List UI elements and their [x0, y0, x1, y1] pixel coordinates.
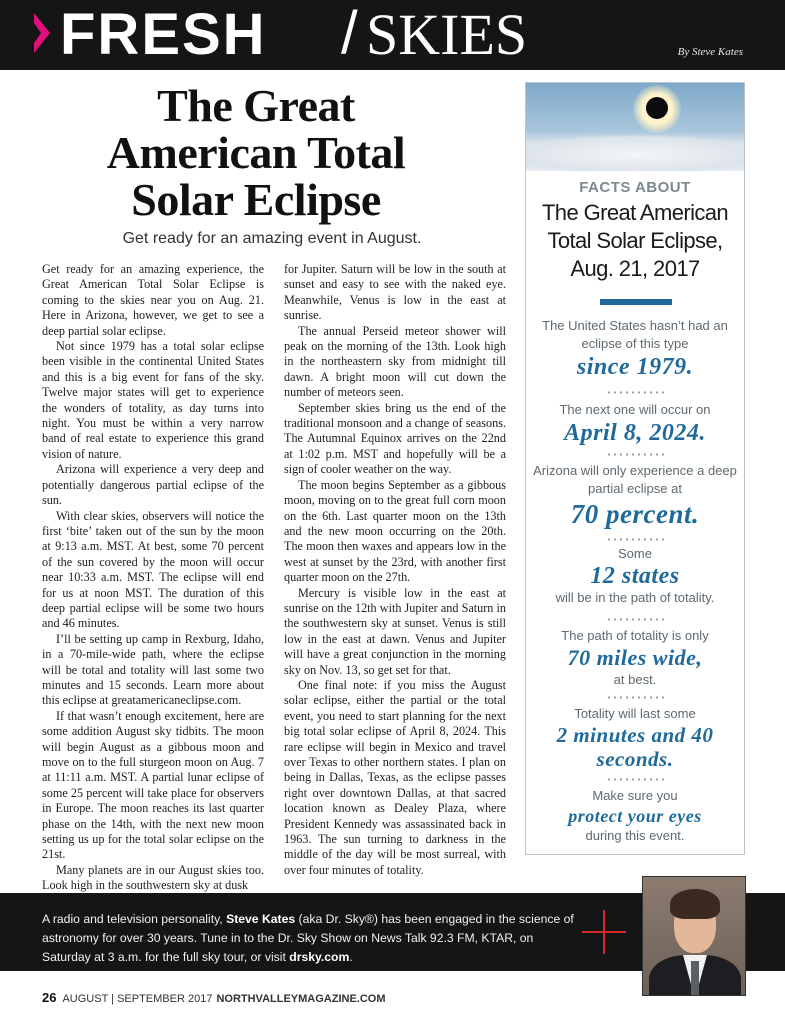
facts-sidebar — [525, 82, 745, 855]
fact-pre: The United States hasn’t had an eclipse of this type — [542, 318, 728, 351]
paragraph: I’ll be setting up camp in Rexburg, Idaho, in a 70-mile-wide path, where the eclipse will be total and totality will last some two minutes and 15 seconds. Learn more about this eclipse at greatamericaneclipse.com. — [42, 631, 264, 708]
byline: By Steve Kates — [677, 46, 743, 58]
brand-slash: / — [341, 0, 358, 66]
paragraph: The moon begins September as a gibbous moon, moving on to the great full corn moon on the 6th. Last quarter moon on the 13th and the new moon occurring on the 20th. The moon then waxes and appears low in the west at sunset by the 23rd, with another first quarter moon on the 27th. — [284, 477, 506, 585]
fact-totality-duration — [530, 705, 740, 771]
fact-pre: The path of totality is only — [561, 628, 709, 643]
fact-highlight: protect your eyes — [568, 806, 702, 826]
title-rule — [600, 299, 672, 305]
dot-divider — [606, 538, 666, 541]
article-subtitle: Get ready for an amazing event in August. — [122, 230, 422, 247]
fact-post: during this event. — [585, 828, 685, 843]
fact-next-eclipse — [530, 401, 740, 447]
cloud-layer — [526, 135, 744, 171]
fact-pre: Totality will last some — [574, 706, 696, 721]
facts-title: The Great American Total Solar Eclipse, Aug. 21, 2017 — [541, 200, 729, 281]
fact-path-width — [530, 627, 740, 689]
fact-highlight: 70 percent. — [570, 499, 700, 529]
chevron-logo-icon — [34, 13, 50, 53]
paragraph: Arizona will experience a very deep and potentially dangerous partial eclipse of the sun. — [42, 462, 264, 508]
paragraph: Get ready for an amazing experience, the Great American Total Solar Eclipse is coming to the skies near you on Aug. 21. Here in Arizona, however, we get to see a deep partial solar eclipse. — [42, 262, 264, 338]
author-photo — [642, 876, 746, 996]
paragraph: for Jupiter. Saturn will be low in the south at sunset and easy to see with the naked eye. Meanwhile, Venus is low in the east at sunrise. — [284, 262, 506, 323]
author-bio — [42, 910, 582, 967]
fact-highlight: 2 minutes and 40 seconds. — [556, 723, 714, 771]
fact-twelve-states — [530, 545, 740, 607]
paragraph: Mercury is visible low in the east at sunrise on the 12th with Jupiter and Saturn in the southwestern sky at sunset. Venus is still low in the east at dawn. Venus and Jupiter will have a great conjunction in the morning sky on Nov. 13, so get set for that. — [284, 585, 506, 677]
photo-hair — [670, 889, 720, 919]
bio-text-3: . — [349, 950, 353, 964]
paragraph: September skies bring us the end of the traditional monsoon and a change of seasons. The Autumnal Equinox arrives on the 22nd at 1:02 p.m. MST and hopefully will be a sign of cooler weather on the way. — [284, 400, 506, 477]
photo-tie — [691, 961, 699, 995]
fact-protect-eyes — [530, 787, 740, 845]
fact-pre: The next one will occur on — [559, 402, 711, 417]
title-line: Solar Eclipse — [131, 174, 381, 225]
fact-highlight: 12 states — [590, 563, 680, 589]
dot-divider — [606, 391, 666, 394]
fact-highlight: 70 miles wide, — [567, 645, 703, 670]
brand-fresh: FRESH — [60, 2, 267, 67]
fact-pre: Arizona will only experience a deep partial eclipse at — [533, 463, 737, 496]
title-line: American Total — [106, 127, 406, 178]
eclipse-sky-image — [526, 83, 744, 171]
facts-about-label: FACTS ABOUT — [579, 179, 691, 196]
page-number: 26 — [42, 990, 57, 1005]
fact-post: at best. — [613, 672, 657, 687]
article-title — [60, 82, 452, 223]
bio-text-2: (aka Dr. Sky®) has been engaged in the science of astronomy for over 30 years. Tune in to the Dr. Sky Show on News Talk 92.3 FM, KTAR, on Saturday at 3 a.m. for the full sky tour, or visit — [42, 912, 574, 964]
eclipse-moon-icon — [646, 97, 668, 119]
title-line: The Great — [157, 80, 355, 131]
dot-divider — [606, 778, 666, 781]
fact-highlight: April 8, 2024. — [564, 420, 706, 446]
dot-divider — [606, 453, 666, 456]
dot-divider — [606, 696, 666, 699]
bio-website-link[interactable]: drsky.com — [289, 950, 350, 964]
bio-author-name: Steve Kates — [226, 912, 296, 926]
magazine-website[interactable]: NORTHVALLEYMAGAZINE.COM — [216, 993, 386, 1005]
brand-skies: SKIES — [366, 2, 528, 67]
paragraph: One final note: if you miss the August solar eclipse, either the partial or the total event, you need to start planning for the next big total solar eclipse of April 8, 2024. This rare eclipse will begin in Mexico and travel over Texas to other northern states. I plan on being in Dallas, Texas, as the eclipse passes right over downtown Dallas, at that sacred location known as Dealey Plaza, where President Kennedy was assassinated back in 1963. The sun turning to darkness in the middle of the day will be most surreal, with over four minutes of totality. — [284, 677, 506, 877]
fact-pre: Some — [618, 546, 652, 561]
fact-post: will be in the path of totality. — [555, 590, 715, 605]
fact-since-1979 — [530, 317, 740, 381]
bio-text-1: A radio and television personality, — [42, 912, 227, 926]
page-footer — [42, 990, 386, 1005]
paragraph: The annual Perseid meteor shower will peak on the morning of the 13th. Look high in the northeastern sky from midnight till dawn. A bright moon will cut down the number of meteors seen. — [284, 323, 506, 400]
paragraph: Not since 1979 has a total solar eclipse been visible in the continental United States and this is a big event for fans of the sky. Twelve major states will get to experience the wonders of totality, as day turns into night. You must be within a very narrow band of real estate to experience this grand vision of nature. — [42, 339, 264, 461]
paragraph: If that wasn’t enough excitement, here are some addition August sky tidbits. The moon will begin August as a gibbous moon and move on to the full sturgeon moon on Aug. 7 at 11:11 a.m. MST. A partial lunar eclipse of some 25 percent will take place for observers in Europe. The moon reaches its last quarter phase on the 14th, with the next new moon setting us up for the total solar eclipse on the 21st. — [42, 708, 264, 862]
fact-highlight: since 1979. — [576, 354, 694, 380]
crosshair-icon — [582, 931, 626, 933]
paragraph: Many planets are in our August skies too. Look high in the southwestern sky at dusk — [42, 862, 264, 893]
dot-divider — [606, 618, 666, 621]
paragraph: With clear skies, observers will notice the first ‘bite’ taken out of the sun by the moon at 9:13 a.m. MST. At best, some 70 percent of the sun covered by the moon will occur near 10:33 a.m. MST. The eclipse will end for us at noon MST. The duration of this deep partial eclipse will be some two hours and 46 minutes. — [42, 508, 264, 631]
fact-partial-percent — [530, 462, 740, 530]
fact-pre: Make sure you — [592, 788, 678, 803]
article-column-2 — [284, 262, 506, 878]
issue-date: AUGUST | SEPTEMBER 2017 — [62, 993, 213, 1005]
header-band — [0, 0, 785, 70]
article-column-1 — [42, 262, 264, 894]
